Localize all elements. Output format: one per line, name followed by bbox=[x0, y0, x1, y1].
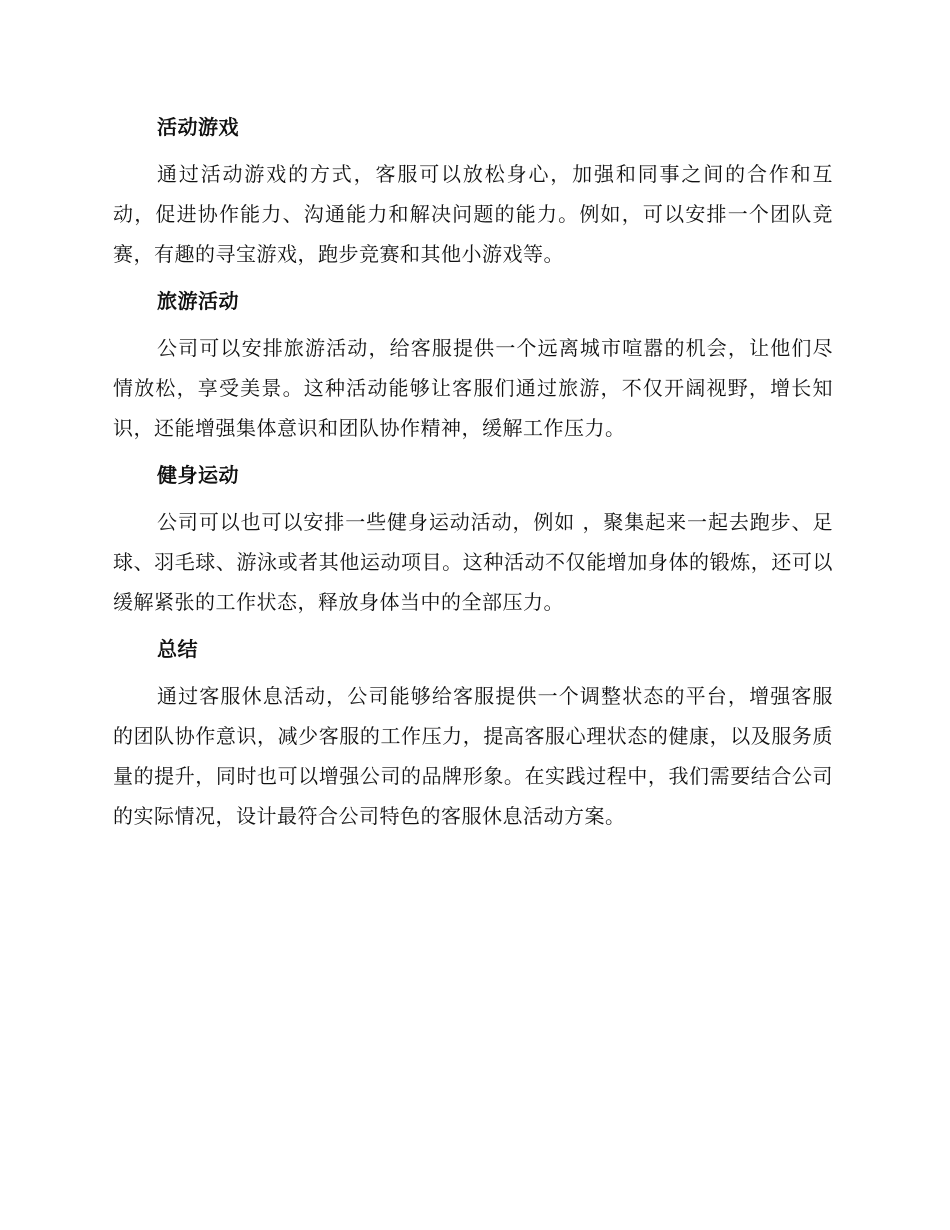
section-travel-activities bbox=[113, 282, 833, 448]
section-fitness-exercise bbox=[113, 456, 833, 622]
section-paragraph: 公司可以也可以安排一些健身运动活动，例如 ，聚集起来一起去跑步、足球、羽毛球、游泳或者其他运动项目。这种活动不仅能增加身体的锻炼，还可以缓解紧张的工作状态，释放身体当中的全部压力。 bbox=[113, 510, 833, 614]
section-activity-games bbox=[113, 108, 833, 274]
section-paragraph: 通过客服休息活动，公司能够给客服提供一个调整状态的平台，增强客服的团队协作意识，减少客服的工作压力，提高客服心理状态的健康，以及服务质量的提升，同时也可以增强公司的品牌形象。在实践过程中，我们需要结合公司的实际情况，设计最符合公司特色的客服休息活动方案。 bbox=[113, 684, 833, 828]
section-summary bbox=[113, 630, 833, 836]
document-page bbox=[113, 108, 833, 844]
section-paragraph: 通过活动游戏的方式，客服可以放松身心，加强和同事之间的合作和互动，促进协作能力、沟通能力和解决问题的能力。例如，可以安排一个团队竞赛，有趣的寻宝游戏，跑步竞赛和其他小游戏等。 bbox=[113, 162, 833, 266]
section-paragraph: 公司可以安排旅游活动，给客服提供一个远离城市喧嚣的机会，让他们尽情放松，享受美景。这种活动能够让客服们通过旅游，不仅开阔视野，增长知识，还能增强集体意识和团队协作精神，缓解工作压力。 bbox=[113, 336, 833, 440]
section-heading: 活动游戏 bbox=[157, 115, 239, 139]
section-heading: 健身运动 bbox=[157, 463, 239, 487]
section-heading: 旅游活动 bbox=[157, 289, 239, 313]
section-heading: 总结 bbox=[157, 637, 198, 661]
